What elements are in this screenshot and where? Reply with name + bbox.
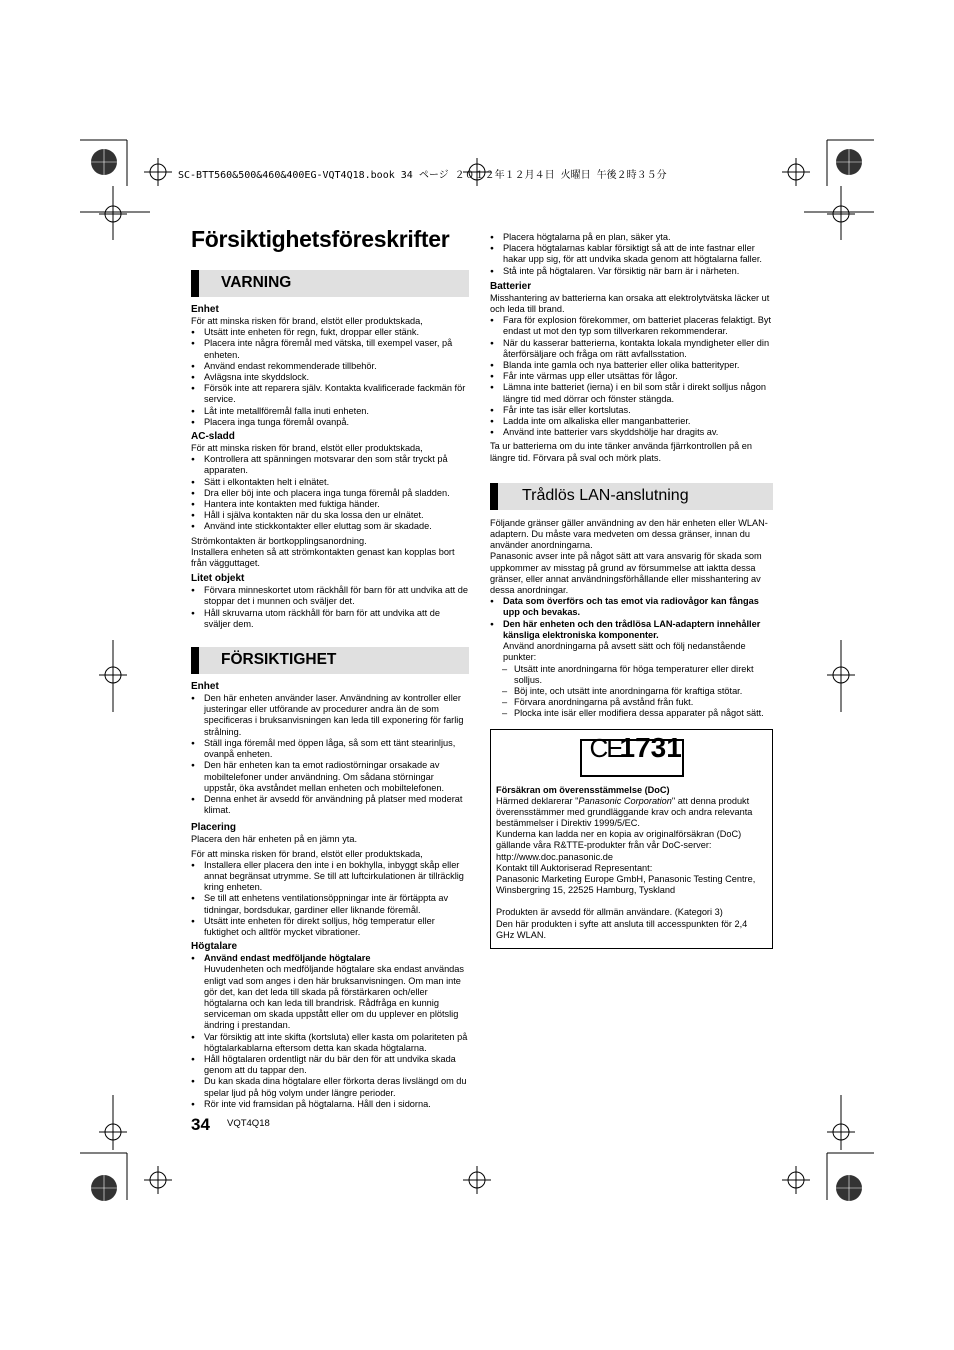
- list-item: ● Kontrollera att spänningen motsvarar den som står tryckt på apparaten.: [191, 454, 469, 476]
- ac-note-2: Installera enheten så att strömkontakten genast kan kopplas bort från vägguttaget.: [191, 546, 455, 569]
- placering-subheading: Placering: [191, 822, 237, 834]
- lan-p2: Panasonic avser inte på något sätt att vara ansvarig för skada som uppkommer av misstag på grund av försummelse att iaktta dessa gränser, eller annat användningsförhållande eller misshantering av dessa anordningar.: [490, 551, 762, 596]
- list-item: – Förvara anordningarna på avstånd från fukt.: [502, 697, 773, 708]
- list-item: ● Försök inte att reparera själv. Kontakta kvalificerade fackmän för service.: [191, 383, 469, 405]
- list-item: ● Använd inte batterier vars skyddshölje har dragits av.: [490, 427, 773, 438]
- lan-heading: Trådlös LAN-anslutning: [522, 486, 689, 504]
- doc-code: VQT4Q18: [227, 1118, 270, 1129]
- ac-list: [191, 454, 469, 532]
- list-item: ● Placera inga tunga föremål ovanpå.: [191, 417, 469, 428]
- enhet-subheading: Enhet: [191, 304, 219, 315]
- list-item: ● Den här enheten använder laser. Användning av kontroller eller justeringar eller utförande av procedurer andra än de som specificeras i bruksanvisningen kan leda till exponering för farlig strålning.: [191, 693, 469, 738]
- list-item: ● Var försiktig att inte skifta (kortsluta) eller kasta om polariteten på högtalarkablarna eftersom detta kan skada högtalarna.: [191, 1032, 469, 1054]
- enhet2-subheading: Enhet: [191, 681, 219, 693]
- doc-line-2: Kunderna kan ladda ner en kopia av originalförsäkran (DoC) gällande våra R&TTE-produkter från vår DoC-server:: [496, 829, 742, 851]
- hogtalare-subheading: Högtalare: [191, 941, 238, 953]
- list-item: ● Den här enheten kan ta emot radiostörningar orsakade av mobiltelefoner under användning. Om sådana störningar uppstår, öka avståndet mellan enheten och mobiltelefonen.: [191, 760, 469, 794]
- list-item: ● Får inte värmas upp eller utsättas för lågor.: [490, 371, 773, 382]
- varning-heading: VARNING: [221, 274, 292, 291]
- ce-number: 1731: [619, 731, 682, 763]
- list-item: ● Utsätt inte enheten för direkt solljus, hög temperatur eller fuktighet och alltför mycket vibrationer.: [191, 916, 469, 938]
- ac-note-1: Strömkontakten är bortkopplingsanordning.: [191, 535, 367, 546]
- list-item: ● Den här enheten och den trådlösa LAN-adaptern innehåller känsliga elektroniska komponenter.: [490, 619, 773, 641]
- lan-list: [490, 596, 773, 641]
- page-title: Försiktighetsföreskrifter: [191, 226, 450, 252]
- list-item: ● Lämna inte batteriet (ierna) i en bil som står i direkt solljus någon längre tid med dörrar och fönster stängda.: [490, 382, 773, 404]
- list-item: ● Placera inte några föremål med vätska, till exempel vaser, på enheten.: [191, 338, 469, 360]
- doc-line-4: Panasonic Marketing Europe GmbH, Panasonic Testing Centre, Winsbergring 15, 22525 Hamburg, Tyskland: [496, 873, 756, 896]
- list-item: ● När du kasserar batterierna, kontakta lokala myndigheter eller din återförsäljare och fråga om rätt avfallsstation.: [490, 338, 773, 360]
- lan-p3: Använd anordningarna på avsett sätt och följ nedanstående punkter:: [503, 641, 746, 663]
- lan-banner: [490, 483, 773, 510]
- litet-subheading: Litet objekt: [191, 573, 245, 585]
- list-item: ● Håll skruvarna utom räckhåll för barn för att undvika att de sväljer dem.: [191, 608, 469, 630]
- placering-intro-2: För att minska risken för brand, elstöt eller produktskada,: [191, 848, 423, 859]
- doc-text: " att denna produkt överensstämmer med grundläggande krav och andra relevanta bestämmelser i Direktiv 1999/5/EC.: [496, 795, 753, 828]
- list-item: ● Denna enhet är avsedd för användning på platser med moderat klimat.: [191, 794, 469, 816]
- batterier-intro: Misshantering av batterierna kan orsaka att elektrolytvätska läcker ut och leda till brand.: [490, 292, 770, 315]
- hogtalare-list-2: [191, 1032, 469, 1110]
- ce-mark: [580, 731, 684, 777]
- list-item: ● Får inte tas isär eller kortslutas.: [490, 405, 773, 416]
- list-item: ● Ställ inga föremål med öppen låga, så som ett tänt stearinljus, ovanpå enheten.: [191, 738, 469, 760]
- list-item: ● Installera eller placera den inte i en bokhylla, inbyggt skåp eller annat begränsat utrymme. Se till att luftcirkulationen är tillräcklig kring enheten.: [191, 860, 469, 894]
- hogtalare-bold-text: Huvudenheten och medföljande högtalare ska endast användas enligt vad som anges i den här bruksanvisningen. Om man inte gör det, kan det leda till skada på förstärkaren och/eller högtalarna och kan leda till brandrisk. Rådfråga en kunnig serviceman om skada uppstått eller om du upplever en plötslig ändring i prestandan.: [204, 964, 464, 1031]
- doc-box: [490, 729, 773, 949]
- right-column: [490, 232, 773, 949]
- list-item: ● Fara för explosion förekommer, om batteriet placeras felaktigt. Byt endast ut mot den typ som tillverkaren rekommenderar.: [490, 315, 773, 337]
- doc-url: http://www.doc.panasonic.de: [496, 851, 613, 862]
- batterier-subheading: Batterier: [490, 280, 532, 292]
- list-item: ● Avlägsna inte skyddslock.: [191, 372, 469, 383]
- list-item: ● Blanda inte gamla och nya batterier eller olika batterityper.: [490, 360, 773, 371]
- page-number: 34: [191, 1115, 210, 1134]
- doc-company: Panasonic Corporation: [578, 795, 672, 806]
- list-item: ● Utsätt inte enheten för regn, fukt, droppar eller stänk.: [191, 327, 469, 338]
- placering-list: [191, 860, 469, 938]
- forsiktighet-banner: [191, 647, 469, 674]
- doc-text: Härmed deklarerar ": [496, 795, 579, 806]
- print-header: SC-BTT560&500&460&400EG-VQT4Q18.book 34 ページ ２０１２年１２月４日 火曜日 午後２時３５分: [178, 170, 667, 181]
- list-item: ● Hantera inte kontakten med fuktiga händer.: [191, 499, 469, 510]
- batterier-list: [490, 315, 773, 438]
- doc-title: Försäkran om överensstämmelse (DoC): [496, 784, 670, 795]
- list-item: ● Rör inte vid framsidan på högtalarna. Håll den i sidorna.: [191, 1099, 469, 1110]
- list-item: ● Håll i själva kontakten när du ska lossa den ur elnätet.: [191, 510, 469, 521]
- varning-banner: [191, 270, 469, 297]
- list-item: ● Använd endast medföljande högtalare: [191, 953, 469, 964]
- list-item: ● Du kan skada dina högtalare eller förkorta deras livslängd om du spelar ljud på hög volym under längre perioder.: [191, 1076, 469, 1098]
- speaker-list-cont: [490, 232, 773, 277]
- list-item: – Utsätt inte anordningarna för höga temperaturer eller direkt solljus.: [502, 664, 773, 686]
- litet-list: [191, 585, 469, 630]
- list-item: ● Data som överförs och tas emot via radiovågor kan fångas upp och bevakas.: [490, 596, 773, 618]
- list-item: ● Håll högtalaren ordentligt när du bär den för att undvika skada genom att du tappar den.: [191, 1054, 469, 1076]
- ce-logo: CE: [589, 732, 622, 763]
- lan-dash-list: [490, 664, 773, 720]
- placering-intro-1: Placera den här enheten på en jämn yta.: [191, 834, 357, 845]
- list-item: ● Sätt i elkontakten helt i elnätet.: [191, 477, 469, 488]
- ac-intro: För att minska risken för brand, elstöt eller produktskada,: [191, 443, 423, 454]
- enhet-intro: För att minska risken för brand, elstöt eller produktskada,: [191, 316, 423, 326]
- list-item: ● Dra eller böj inte och placera inga tunga föremål på sladden.: [191, 488, 469, 499]
- list-item: ● Använd endast rekommenderade tillbehör.: [191, 361, 469, 372]
- hogtalare-list: [191, 953, 469, 964]
- list-item: ● Förvara minneskortet utom räckhåll för barn för att undvika att de stoppar det i munnen och sväljer det.: [191, 585, 469, 607]
- list-item: ● Låt inte metallföremål falla inuti enheten.: [191, 406, 469, 417]
- enhet-list: [191, 327, 469, 428]
- lan-p1: Följande gränser gäller användning av den här enheten eller WLAN-adaptern. Du måste vara medveten om dessa gränser, innan du använder anordningarna.: [490, 517, 768, 551]
- list-item: – Böj inte, och utsätt inte anordningarna för kraftiga stötar.: [502, 686, 773, 697]
- doc-line-1: [496, 796, 767, 830]
- doc-line-3: Kontakt till Auktoriserad Representant:: [496, 862, 653, 873]
- ac-subheading: AC-sladd: [191, 431, 235, 443]
- doc-line-6: Den här produkten i syfte att ansluta till accesspunkten för 2,4 GHz WLAN.: [496, 918, 748, 940]
- list-item: ● Se till att enhetens ventilationsöppningar inte är förtäppta av tidningar, bordsdukar, gardiner eller liknande föremål.: [191, 893, 469, 915]
- doc-line-5: Produkten är avsedd för allmän användare. (Kategori 3): [496, 907, 723, 918]
- enhet2-list: [191, 693, 469, 816]
- list-item: ● Placera högtalarna på en plan, säker yta.: [490, 232, 773, 243]
- forsiktighet-heading: FÖRSIKTIGHET: [221, 651, 337, 669]
- list-item: ● Placera högtalarnas kablar försiktigt så att de inte fastnar eller hakar upp sig, för att undvika skada genom att högtalarna faller.: [490, 243, 773, 265]
- list-item: ● Ladda inte om alkaliska eller manganbatterier.: [490, 416, 773, 427]
- batterier-note: Ta ur batterierna om du inte tänker använda fjärrkontrollen på en längre tid. Förvara på sval och mörk plats.: [490, 441, 752, 463]
- list-item: – Plocka inte isär eller modifiera dessa apparater på något sätt.: [502, 708, 773, 719]
- list-item: ● Använd inte stickkontakter eller eluttag som är skadade.: [191, 521, 469, 532]
- left-column: [191, 270, 469, 1110]
- list-item: ● Stå inte på högtalaren. Var försiktig när barn är i närheten.: [490, 266, 773, 277]
